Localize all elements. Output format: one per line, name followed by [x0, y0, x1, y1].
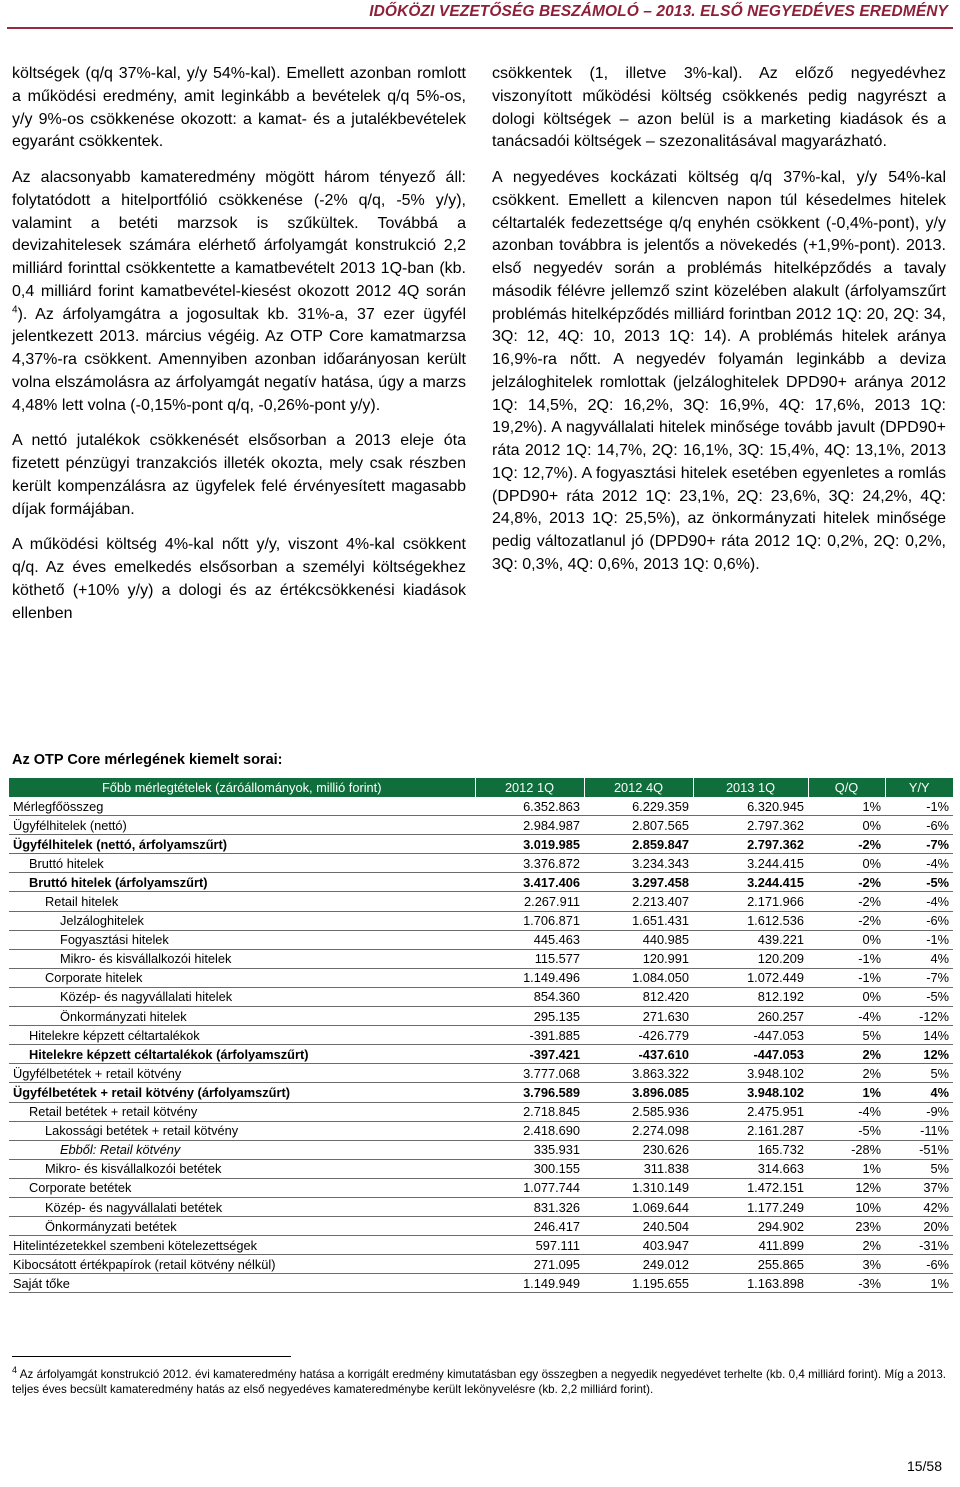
row-label: Fogyasztási hitelek — [9, 930, 475, 949]
row-value: 1.310.149 — [584, 1178, 693, 1197]
row-value: 597.111 — [475, 1236, 584, 1255]
row-value: 3.796.589 — [475, 1083, 584, 1102]
table-row — [9, 1102, 953, 1121]
row-label: Lakossági betétek + retail kötvény — [9, 1121, 475, 1140]
row-value: 6.229.359 — [584, 797, 693, 816]
row-value: 2.475.951 — [693, 1102, 808, 1121]
row-value: -391.885 — [475, 1026, 584, 1045]
table-row — [9, 854, 953, 873]
row-value: 2.797.362 — [693, 816, 808, 835]
column-header: 2013 1Q — [693, 778, 808, 797]
row-value: 42% — [885, 1197, 953, 1216]
row-value: 294.902 — [693, 1217, 808, 1236]
table-row — [9, 968, 953, 987]
header-rule — [7, 27, 953, 29]
row-label: Önkormányzati hitelek — [9, 1007, 475, 1026]
row-value: 1.195.655 — [584, 1274, 693, 1293]
row-value: 311.838 — [584, 1159, 693, 1178]
table-row — [9, 1026, 953, 1045]
row-value: 411.899 — [693, 1236, 808, 1255]
row-value: -4% — [885, 892, 953, 911]
row-value: 6.352.863 — [475, 797, 584, 816]
row-value: 4% — [885, 949, 953, 968]
row-value: 1.651.431 — [584, 911, 693, 930]
row-value: 439.221 — [693, 930, 808, 949]
row-value: 295.135 — [475, 1007, 584, 1026]
row-value: 2.807.565 — [584, 816, 693, 835]
row-label: Közép- és nagyvállalati hitelek — [9, 987, 475, 1006]
row-value: 1.177.249 — [693, 1197, 808, 1216]
row-value: 6.320.945 — [693, 797, 808, 816]
page-header — [0, 0, 960, 29]
row-value: 1.472.151 — [693, 1178, 808, 1197]
row-value: 1.069.644 — [584, 1197, 693, 1216]
table-title: Az OTP Core mérlegének kiemelt sorai: — [12, 752, 283, 768]
table-body — [9, 797, 953, 1293]
row-value: -2% — [808, 892, 885, 911]
row-value: 2.859.847 — [584, 835, 693, 854]
row-value: 120.991 — [584, 949, 693, 968]
row-value: 2.213.407 — [584, 892, 693, 911]
row-value: 2.797.362 — [693, 835, 808, 854]
row-value: -2% — [808, 911, 885, 930]
row-value: 1.149.496 — [475, 968, 584, 987]
table-row — [9, 1274, 953, 1293]
row-value: -5% — [885, 987, 953, 1006]
row-value: -51% — [885, 1140, 953, 1159]
row-value: 445.463 — [475, 930, 584, 949]
row-value: -4% — [808, 1102, 885, 1121]
row-value: 1.149.949 — [475, 1274, 584, 1293]
row-value: 165.732 — [693, 1140, 808, 1159]
left-text-column — [12, 63, 466, 638]
row-value: 0% — [808, 987, 885, 1006]
table-row — [9, 1197, 953, 1216]
row-value: 1% — [808, 1083, 885, 1102]
row-value: 5% — [885, 1159, 953, 1178]
table-row — [9, 892, 953, 911]
row-value: 1% — [885, 1274, 953, 1293]
table-row — [9, 1064, 953, 1083]
row-value: -6% — [885, 911, 953, 930]
row-label: Retail betétek + retail kötvény — [9, 1102, 475, 1121]
column-header: Q/Q — [808, 778, 885, 797]
table-row — [9, 1236, 953, 1255]
row-value: -31% — [885, 1236, 953, 1255]
column-header: Y/Y — [885, 778, 953, 797]
row-value: 12% — [885, 1045, 953, 1064]
row-value: -6% — [885, 1255, 953, 1274]
footnote-marker: 4 — [12, 1365, 18, 1376]
column-header: 2012 4Q — [584, 778, 693, 797]
row-value: 3.948.102 — [693, 1064, 808, 1083]
row-label: Közép- és nagyvállalati betétek — [9, 1197, 475, 1216]
balance-sheet-table — [9, 778, 953, 1293]
row-value: 246.417 — [475, 1217, 584, 1236]
row-value: -447.053 — [693, 1026, 808, 1045]
row-value: 812.192 — [693, 987, 808, 1006]
row-value: 120.209 — [693, 949, 808, 968]
row-value: 314.663 — [693, 1159, 808, 1178]
page-number: 15/58 — [906, 1458, 942, 1474]
row-value: 3.417.406 — [475, 873, 584, 892]
row-value: 2.274.098 — [584, 1121, 693, 1140]
row-label: Bruttó hitelek — [9, 854, 475, 873]
row-label: Kibocsátott értékpapírok (retail kötvény nélkül) — [9, 1255, 475, 1274]
row-value: 3.948.102 — [693, 1083, 808, 1102]
row-value: 0% — [808, 854, 885, 873]
row-value: 812.420 — [584, 987, 693, 1006]
row-value: -437.610 — [584, 1045, 693, 1064]
row-value: -1% — [808, 968, 885, 987]
row-label: Retail hitelek — [9, 892, 475, 911]
row-value: 1% — [808, 797, 885, 816]
row-value: 3.896.085 — [584, 1083, 693, 1102]
column-header: 2012 1Q — [475, 778, 584, 797]
paragraph — [12, 167, 466, 417]
row-label: Ügyfélbetétek + retail kötvény (árfolyamszűrt) — [9, 1083, 475, 1102]
row-value: 403.947 — [584, 1236, 693, 1255]
table-row — [9, 873, 953, 892]
row-value: -7% — [885, 835, 953, 854]
row-value: 3.019.985 — [475, 835, 584, 854]
row-value: 5% — [885, 1064, 953, 1083]
row-value: 0% — [808, 816, 885, 835]
row-value: 3.244.415 — [693, 873, 808, 892]
footnote-separator — [12, 1356, 291, 1357]
row-value: 3.234.343 — [584, 854, 693, 873]
row-value: 230.626 — [584, 1140, 693, 1159]
row-value: 20% — [885, 1217, 953, 1236]
paragraph-text: Az alacsonyabb kamateredmény mögött három tényező áll: folytatódott a hitelportfólió csökkenése (-2% q/q, -5% y/y), valamint a betéti marzsok is szűkültek. Továbbá a devizahitelesek számára elérhető árfolyamgát konstrukció 2,2 milliárd forinttal csökkentette a kamatbevételt 2013 1Q-ban (kb. 0,4 milliárd forint kamatbevétel-kiesést okozott 2012 4Q során — [12, 169, 466, 300]
paragraph: költségek (q/q 37%-kal, y/y 54%-kal). Emellett azonban romlott a működési eredmény, amit leginkább a bevételek q/q 5%-os, y/y 9%-os csökkenése okozott: a kamat- és a jutalékbevételek egyaránt csökkentek. — [12, 65, 466, 151]
column-header: Főbb mérlegtételek (záróállományok, millió forint) — [9, 778, 475, 797]
row-value: -7% — [885, 968, 953, 987]
row-value: -1% — [808, 949, 885, 968]
row-value: 3.376.872 — [475, 854, 584, 873]
row-label: Mérlegfőösszeg — [9, 797, 475, 816]
row-value: 3.244.415 — [693, 854, 808, 873]
table-row — [9, 949, 953, 968]
table-row — [9, 1159, 953, 1178]
row-value: 255.865 — [693, 1255, 808, 1274]
row-value: -5% — [808, 1121, 885, 1140]
row-value: 2% — [808, 1064, 885, 1083]
row-value: -4% — [808, 1007, 885, 1026]
row-value: 854.360 — [475, 987, 584, 1006]
row-label: Jelzáloghitelek — [9, 911, 475, 930]
row-value: 23% — [808, 1217, 885, 1236]
row-value: 3.297.458 — [584, 873, 693, 892]
row-value: 240.504 — [584, 1217, 693, 1236]
row-value: 260.257 — [693, 1007, 808, 1026]
table-row — [9, 1217, 953, 1236]
row-value: -2% — [808, 873, 885, 892]
row-value: 2% — [808, 1236, 885, 1255]
row-value: -3% — [808, 1274, 885, 1293]
row-value: 1.706.871 — [475, 911, 584, 930]
table-row — [9, 1255, 953, 1274]
row-label: Mikro- és kisvállalkozói hitelek — [9, 949, 475, 968]
row-value: 1.163.898 — [693, 1274, 808, 1293]
row-value: -11% — [885, 1121, 953, 1140]
row-value: 271.095 — [475, 1255, 584, 1274]
table-row — [9, 1121, 953, 1140]
row-value: 1.612.536 — [693, 911, 808, 930]
table-row — [9, 1178, 953, 1197]
row-value: 2.161.287 — [693, 1121, 808, 1140]
row-label: Mikro- és kisvállalkozói betétek — [9, 1159, 475, 1178]
footnote-reference[interactable]: 4 — [12, 304, 18, 316]
row-value: -28% — [808, 1140, 885, 1159]
row-label: Ügyfélbetétek + retail kötvény — [9, 1064, 475, 1083]
row-value: 831.326 — [475, 1197, 584, 1216]
table-row — [9, 1140, 953, 1159]
row-value: 3.863.322 — [584, 1064, 693, 1083]
row-value: -12% — [885, 1007, 953, 1026]
row-label: Bruttó hitelek (árfolyamszűrt) — [9, 873, 475, 892]
row-value: 2.418.690 — [475, 1121, 584, 1140]
row-value: 440.985 — [584, 930, 693, 949]
table-row — [9, 930, 953, 949]
row-value: 2.718.845 — [475, 1102, 584, 1121]
table-row — [9, 1083, 953, 1102]
paragraph: A nettó jutalékok csökkenését elsősorban a 2013 eleje óta fizetett pénzügyi tranzakciós illeték okozta, mely csak részben került kompenzálásra az ügyfelek felé érvényesített magasabb díjak formájában. — [12, 432, 466, 518]
row-value: -2% — [808, 835, 885, 854]
footnote-text: Az árfolyamgát konstrukció 2012. évi kamateredmény hatása a korrigált eredmény kimutatásban egy összegben a negyedik negyedévet terhelte (kb. 0,4 milliárd forint). Míg a 2013. teljes éves becsült kamateredmény hatás az első negyedéves kamateredménybe került lekönyvelésre (kb. 2,2 milliárd forint). — [12, 1368, 946, 1397]
row-value: 4% — [885, 1083, 953, 1102]
row-value: -9% — [885, 1102, 953, 1121]
row-value: 271.630 — [584, 1007, 693, 1026]
paragraph-text: ). Az árfolyamgátra a jogosultak kb. 31%-a, 37 ezer ügyfél jelentkezett 2013. március végéig. Az OTP Core kamatmarzsa 4,37%-ra csökkent. Amennyiben azonban időarányosan került volna elszámolásra az árfolyamgát negatív hatása, úgy a marzs 4,48% lett volna (-0,15%-pont q/q, -0,26%-pont y/y). — [12, 305, 466, 414]
row-label: Ügyfélhitelek (nettó, árfolyamszűrt) — [9, 835, 475, 854]
row-value: 335.931 — [475, 1140, 584, 1159]
row-value: -397.421 — [475, 1045, 584, 1064]
row-value: 249.012 — [584, 1255, 693, 1274]
row-value: -4% — [885, 854, 953, 873]
row-label: Ebből: Retail kötvény — [9, 1140, 475, 1159]
table-header-row — [9, 778, 953, 797]
row-value: 2% — [808, 1045, 885, 1064]
row-value: 115.577 — [475, 949, 584, 968]
row-value: -447.053 — [693, 1045, 808, 1064]
table-row — [9, 835, 953, 854]
paragraph: csökkentek (1, illetve 3%-kal). Az előző negyedévhez viszonyított működési költség csökkenés pedig nagyrészt a dologi költségek – azon belül is a marketing kiadások és a tanácsadói költségek – szezonalitásával magyarázható. — [492, 65, 946, 151]
row-value: 14% — [885, 1026, 953, 1045]
footnote — [12, 1367, 946, 1397]
row-label: Ügyfélhitelek (nettó) — [9, 816, 475, 835]
row-label: Saját tőke — [9, 1274, 475, 1293]
table-row — [9, 797, 953, 816]
right-text-column — [492, 63, 946, 590]
row-value: 0% — [808, 930, 885, 949]
row-label: Corporate betétek — [9, 1178, 475, 1197]
row-value: 5% — [808, 1026, 885, 1045]
row-value: 2.267.911 — [475, 892, 584, 911]
row-value: 1% — [808, 1159, 885, 1178]
table-row — [9, 911, 953, 930]
row-value: -1% — [885, 930, 953, 949]
paragraph: A működési költség 4%-kal nőtt y/y, viszont 4%-kal csökkent q/q. Az éves emelkedés elsősorban a személyi költségekhez köthető (+10% y/y) a dologi és az értékcsökkenési kiadások ellenben — [12, 536, 466, 622]
row-value: -1% — [885, 797, 953, 816]
table-row — [9, 1007, 953, 1026]
row-value: 12% — [808, 1178, 885, 1197]
row-label: Hitelekre képzett céltartalékok — [9, 1026, 475, 1045]
row-value: 37% — [885, 1178, 953, 1197]
row-value: 1.077.744 — [475, 1178, 584, 1197]
row-value: 3% — [808, 1255, 885, 1274]
row-label: Önkormányzati betétek — [9, 1217, 475, 1236]
row-value: -5% — [885, 873, 953, 892]
row-value: 1.072.449 — [693, 968, 808, 987]
row-value: 2.171.966 — [693, 892, 808, 911]
table-row — [9, 816, 953, 835]
row-value: -6% — [885, 816, 953, 835]
row-label: Hitelintézetekkel szembeni kötelezettségek — [9, 1236, 475, 1255]
paragraph: A negyedéves kockázati költség q/q 37%-kal, y/y 54%-kal csökkent. Emellett a kilencven napon túl késedelmes hitelek céltartalék fedezettsége q/q enyhén csökkent (-0,4%-pont), y/y azonban továbbra is jelentős a növekedés (+1,9%-pont). 2013. első negyedév során a problémás hitelképződés a tavaly második félévre jellemző szint közelében alakult (árfolyamszűrt problémás hitelképződés milliárd forintban 2012 1Q: 20, 2Q: 34, 3Q: 12, 4Q: 10, 2013 1Q: 14). A problémás hitelek aránya 16,9%-ra nőtt. A negyedév folyamán leginkább a deviza jelzáloghitelek romlottak (jelzáloghitelek DPD90+ aránya 2012 1Q: 14,5%, 2Q: 16,2%, 3Q: 16,9%, 4Q: 17,6%, 2013 1Q: 19,2%). A nagyvállalati hitelek minősége tovább javult (DPD90+ ráta 2012 1Q: 14,7%, 2Q: 16,1%, 3Q: 15,4%, 4Q: 13,1%, 2013 1Q: 12,7%). A fogyasztási hitelek esetében egyenletes a romlás (DPD90+ ráta 2012 1Q: 23,1%, 2Q: 23,6%, 3Q: 24,2%, 4Q: 24,8%, 2013 1Q: 25,5%), az önkormányzati hitelek minősége pedig változatlanul jó (DPD90+ ráta 2012 1Q: 0,2%, 2Q: 0,2%, 3Q: 0,3%, 4Q: 0,6%, 2013 1Q: 0,6%). — [492, 169, 946, 573]
row-value: -426.779 — [584, 1026, 693, 1045]
row-value: 1.084.050 — [584, 968, 693, 987]
row-value: 10% — [808, 1197, 885, 1216]
row-label: Hitelekre képzett céltartalékok (árfolyamszűrt) — [9, 1045, 475, 1064]
row-value: 300.155 — [475, 1159, 584, 1178]
table-row — [9, 987, 953, 1006]
row-value: 2.984.987 — [475, 816, 584, 835]
report-title: IDŐKÖZI VEZETŐSÉG BESZÁMOLÓ – 2013. ELSŐ NEGYEDÉVES EREDMÉNY — [369, 3, 948, 20]
row-value: 3.777.068 — [475, 1064, 584, 1083]
table-row — [9, 1045, 953, 1064]
row-value: 2.585.936 — [584, 1102, 693, 1121]
row-label: Corporate hitelek — [9, 968, 475, 987]
